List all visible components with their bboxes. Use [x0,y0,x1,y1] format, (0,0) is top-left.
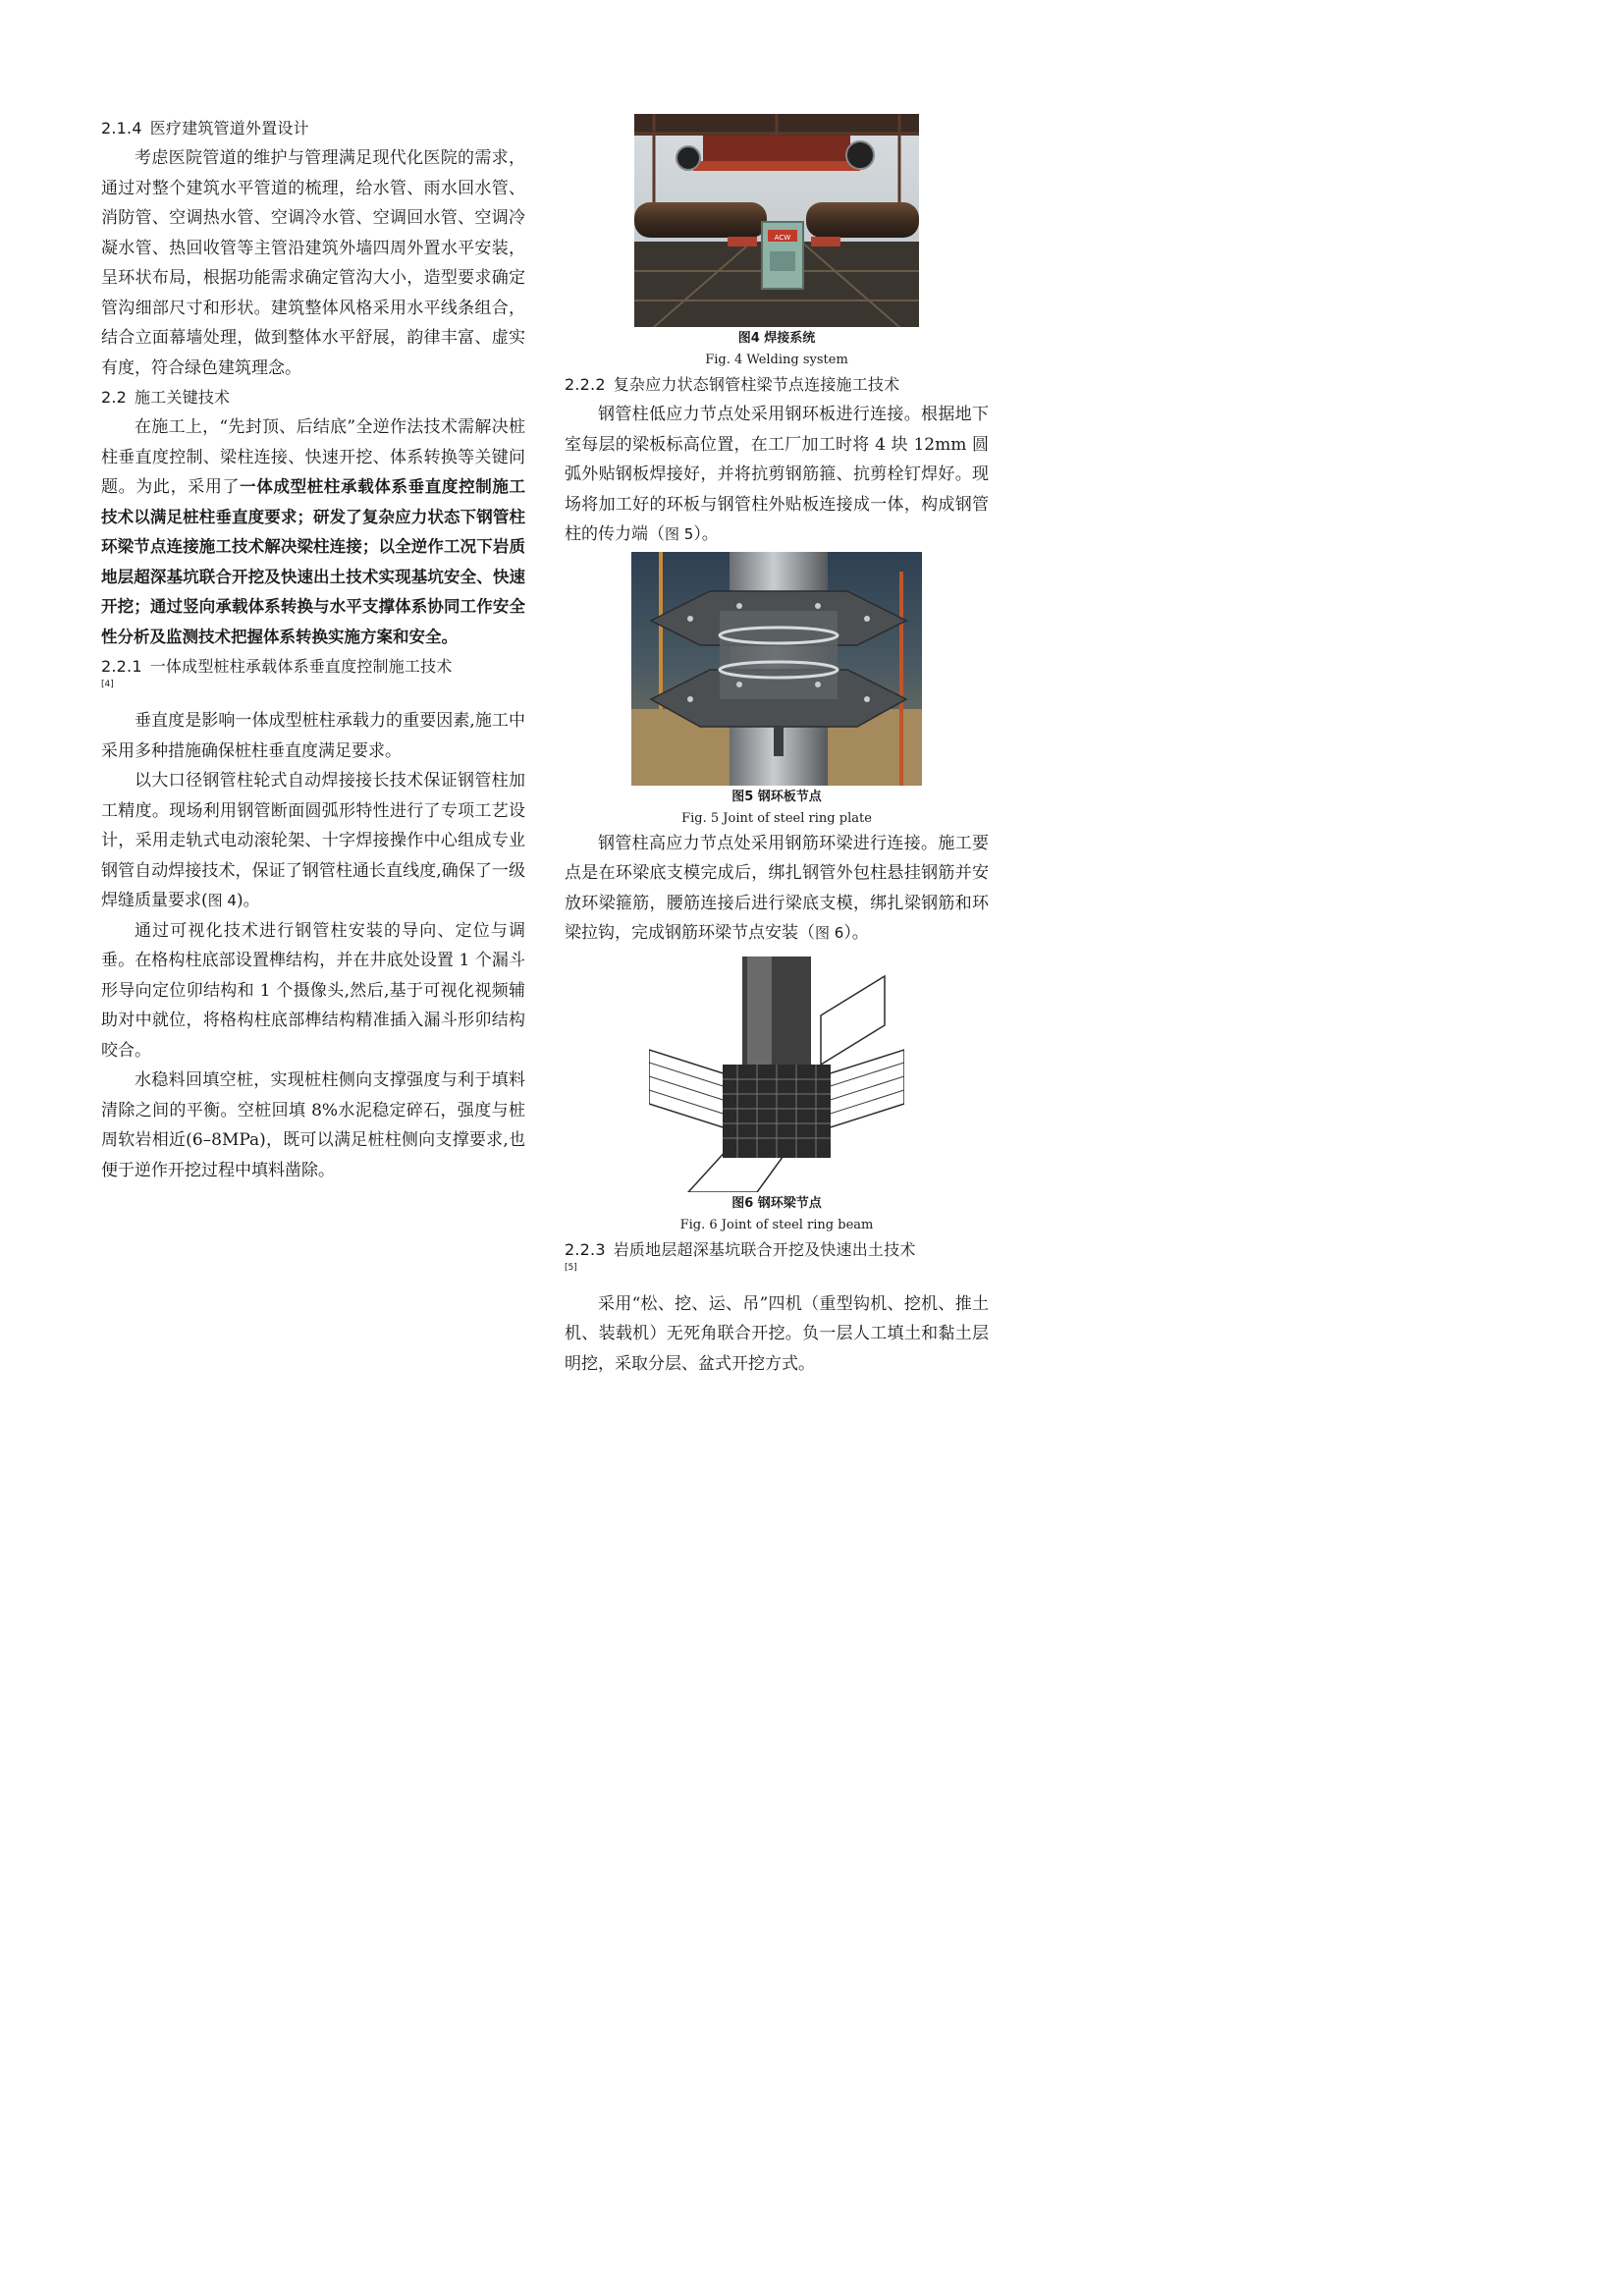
bold-text-summary: 一体成型桩柱承载体系垂直度控制施工技术以满足桩柱垂直度要求；研发了复杂应力状态下钢管柱环梁节点连接施工技术解决梁柱连接；以全逆作工况下岩质地层超深基坑联合开挖及快速出土技术实现基坑安全、快速开挖；通过竖向承载体系转换与水平支撑体系协同工作安全性分析及监测技术把握体系转换实施方案和安全。 [101,477,526,646]
paragraph-pipe-design: 考虑医院管道的维护与管理满足现代化医院的需求，通过对整个建筑水平管道的梳理，给水管、雨水回水管、消防管、空调热水管、空调冷水管、空调回水管、空调冷凝水管、热回收管等主管沿建筑外墙四周外置水平安装，呈环状布局，根据功能需求确定管沟大小，造型要求确定管沟细部尺寸和形状。建筑整体风格采用水平线条组合，结合立面幕墙处理，做到整体水平舒展，韵律丰富、虚实有度，符合绿色建筑理念。 [101,148,525,378]
paragraph-ring-plate: 钢管柱低应力节点处采用钢环板进行连接。根据地下室每层的梁板标高位置，在工厂加工时将 4 块 12mm 圆弧外贴钢板焊接好，并将抗剪钢筋箍、抗剪栓钉焊好。现场将加工好的环板与钢管柱外贴板连接成一体，构成钢管柱的传力端（图 5）。 [565,405,989,544]
figure-4-caption: 图4 焊接系统 [737,331,816,346]
figure-5-caption-en: Fig. 5 Joint of steel ring plate [681,810,872,826]
figure-6-caption: 图6 钢环梁节点 [731,1195,822,1211]
welding-system-photo [634,114,919,327]
reference-marker: [4] [101,680,114,689]
figure-reference: 图 6 [815,924,844,942]
paragraph-welding: 以大口径钢管柱轮式自动焊接接长技术保证钢管柱加工精度。现场利用钢管断面圆弧形特性进行了专项工艺设计，采用走轨式电动滚轮架、十字焊接操作中心组成专业钢管自动焊接技术，保证了钢管柱通长直线度,确保了一级焊缝质量要求(图 4)。 [101,771,525,910]
paragraph-key-tech: 在施工上，“先封顶、后结底”全逆作法技术需解决桩柱垂直度控制、梁柱连接、快速开挖、体系转换等关键问题。为此，采用了一体成型桩柱承载体系垂直度控制施工技术以满足桩柱垂直度要求；研发了复杂应力状态下钢管柱环梁节点连接施工技术解决梁柱连接；以全逆作工况下岩质地层超深基坑联合开挖及快速出土技术实现基坑安全、快速开挖；通过竖向承载体系转换与水平支撑体系协同工作安全性分析及监测技术把握体系转换实施方案和安全。 [101,417,526,646]
section-heading-2-2: 2.2 施工关键技术 [101,388,231,407]
right-column [565,114,989,1379]
figure-reference: 图 5 [665,525,694,543]
figure-5 [565,552,989,829]
paragraph-backfill: 水稳料回填空桩，实现桩柱侧向支撑强度与利于填料清除之间的平衡。空桩回填 8%水泥稳定碎石，强度与桩周软岩相近(6–8MPa)，既可以满足桩柱侧向支撑要求,也便于逆作开挖过程中填料凿除。 [101,1070,525,1180]
steel-ring-plate-render [631,552,922,786]
paragraph-visualization: 通过可视化技术进行钢管柱安装的导向、定位与调垂。在格构柱底部设置榫结构，并在井底处设置 1 个漏斗形导向定位卯结构和 1 个摄像头,然后,基于可视化视频辅助对中就位，将格构柱底部榫结构精准插入漏斗形卯结构咬合。 [101,920,525,1061]
section-heading-2-2-2: 2.2.2 复杂应力状态钢管柱梁节点连接施工技术 [565,375,900,394]
section-heading-2-2-1: 2.2.1 一体成型桩柱承载体系垂直度控制施工技术 [101,657,453,676]
figure-4 [565,114,989,370]
figure-4-caption-en: Fig. 4 Welding system [705,353,848,367]
reference-marker: [5] [565,1262,577,1273]
figure-5-caption: 图5 钢环板节点 [731,789,822,804]
figure-6-caption-en: Fig. 6 Joint of steel ring beam [679,1217,874,1232]
section-heading-2-1-4: 2.1.4 医疗建筑管道外置设计 [101,119,309,137]
welder-sign-text: ACW [774,234,791,242]
figure-6 [565,957,989,1235]
section-heading-2-2-3: 2.2.3 岩质地层超深基坑联合开挖及快速出土技术 [565,1239,916,1259]
figure-reference: 图 4 [207,892,237,909]
steel-ring-beam-render [649,957,904,1192]
paragraph-excavation: 采用“松、挖、运、吊”四机（重型钩机、挖机、推土机、装载机）无死角联合开挖。负一层人工填土和黏土层明挖，采取分层、盆式开挖方式。 [565,1293,989,1374]
paragraph-ring-beam: 钢管柱高应力节点处采用钢筋环梁进行连接。施工要点是在环梁底支模完成后，绑扎钢管外包柱悬挂钢筋并安放环梁箍筋，腰筋连接后进行梁底支模，绑扎梁钢筋和环梁拉钩，完成钢筋环梁节点安装（图 6）。 [565,833,989,943]
paragraph-verticality: 垂直度是影响一体成型桩柱承载力的重要因素,施工中采用多种措施确保桩柱垂直度满足要求。 [101,711,525,761]
left-column [101,114,525,1185]
